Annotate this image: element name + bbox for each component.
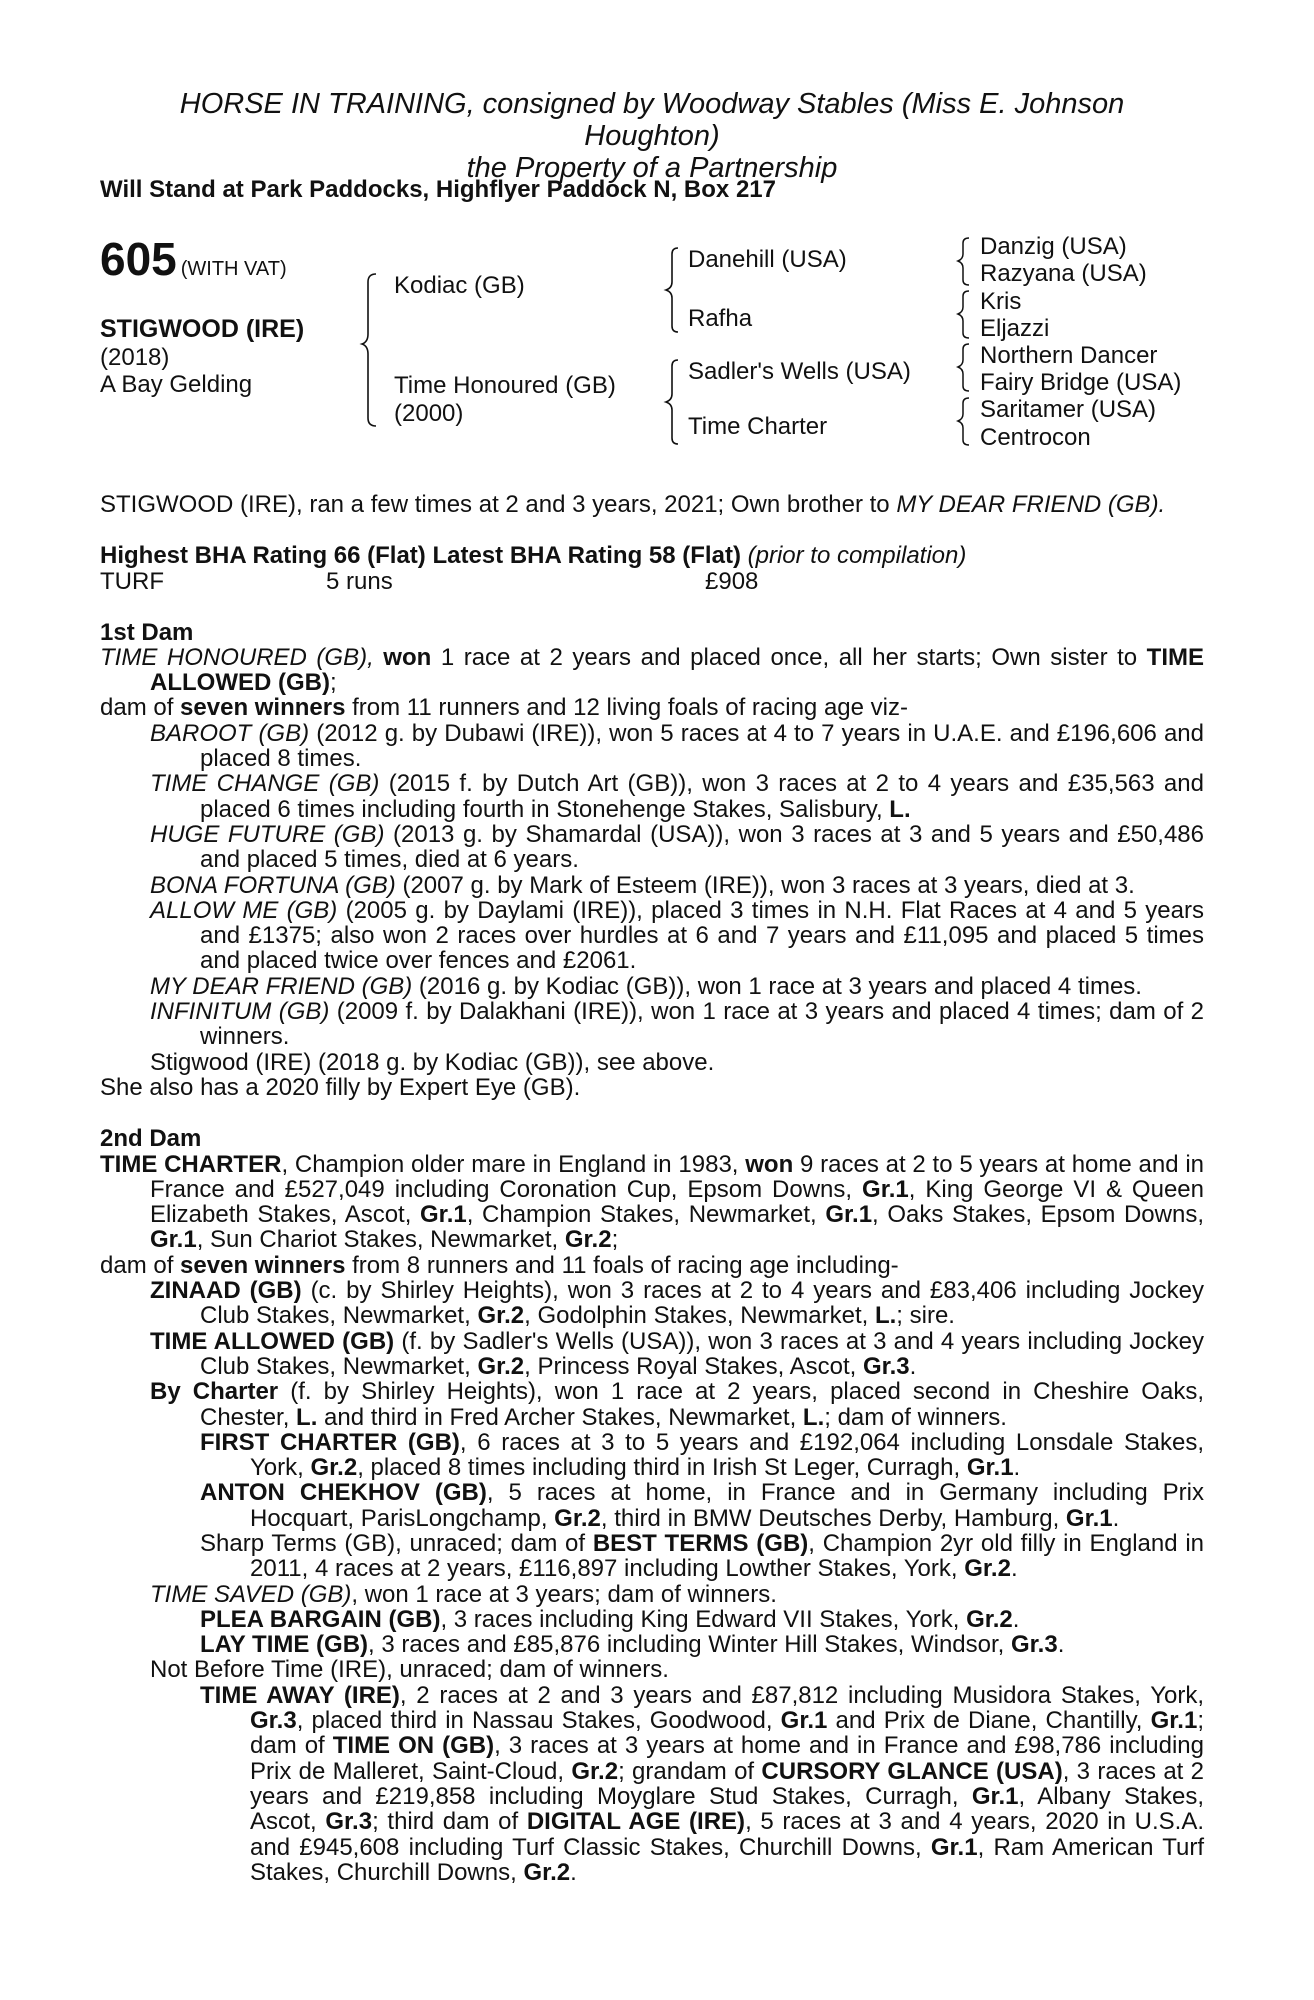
dam: Time Honoured (GB) <box>394 372 616 399</box>
pedigree-bracket-dam <box>664 358 682 448</box>
produce-sharp-terms: Sharp Terms (GB), unraced; dam of BEST TERMS (GB), Champion 2yr old filly in England in 2011, 4 races at 2 years, £116,897 including Lowther Stakes, York, Gr.2. <box>200 1529 1204 1583</box>
header-line-3: the Property of a Partnership <box>466 152 838 184</box>
dam-dam-sire: Saritamer (USA) <box>980 396 1157 423</box>
pedigree-bracket-main <box>360 270 380 430</box>
first-dam-also: She also has a 2020 filly by Expert Eye (GB). <box>100 1073 581 1101</box>
dam-sire-sire: Northern Dancer <box>980 342 1158 369</box>
produce-zinaad: ZINAAD (GB) (c. by Shirley Heights), won 3 races at 2 to 4 years and £83,406 including Jockey Club Stakes, Newmarket, Gr.2, Godolphin Stakes, Newmarket, L.; sire. <box>150 1277 1205 1330</box>
produce-allow-me: ALLOW ME (GB) (2005 g. by Daylami (IRE)), placed 3 times in N.H. Flat Races at 4 and 5 years and £1375; also won 2 races over hurdles at 6 and 7 years and £11,095 and placed 5 times and placed twice over fences and £2061. <box>150 896 1204 975</box>
sire-dam-dam: Eljazzi <box>980 315 1050 342</box>
sire: Kodiac (GB) <box>394 272 525 299</box>
second-dam-produce-summary: dam of seven winners from 8 runners and 11 foals of racing age including- <box>100 1251 899 1279</box>
produce-stigwood: Stigwood (IRE) (2018 g. by Kodiac (GB)), see above. <box>150 1048 715 1076</box>
consignor-header <box>100 88 1204 184</box>
horse-description: A Bay Gelding <box>100 371 253 398</box>
produce-bona-fortuna: BONA FORTUNA (GB) (2007 g. by Mark of Esteem (IRE)), won 3 races at 3 years, died at 3. <box>150 871 1135 899</box>
produce-time-saved: TIME SAVED (GB), won 1 race at 3 years; dam of winners. <box>150 1580 777 1608</box>
dam-year: (2000) <box>394 400 464 427</box>
first-dam-heading: 1st Dam <box>100 618 194 646</box>
ratings-line: Highest BHA Rating 66 (Flat) Latest BHA Rating 58 (Flat) (prior to compilation) <box>100 542 967 570</box>
produce-baroot: BAROOT (GB) (2012 g. by Dubawi (IRE)), won 5 races at 4 to 7 years in U.A.E. and £196,606 and placed 8 times. <box>150 719 1205 773</box>
produce-time-away: TIME AWAY (IRE), 2 races at 2 and 3 years and £87,812 including Musidora Stakes, York, Gr.3, placed third in Nassau Stakes, Goodwood, Gr.1 and Prix de Diane, Chantilly, Gr.1; dam of TIME ON (GB), 3 races at 3 years at home and in France and £98,786 including Prix de Malleret, Saint-Cloud, Gr.2; grandam of CURSORY GLANCE (USA), 3 races at 2 years and £219,858 including Moyglare Stud Stakes, Curragh, Gr.1, Albany Stakes, Ascot, Gr.3; third dam of DIGITAL AGE (IRE), 5 races at 3 and 4 years, 2020 in U.S.A. and £945,608 including Turf Classic Stakes, Churchill Downs, Gr.1, Ram American Turf Stakes, Churchill Downs, Gr.2. <box>200 1681 1205 1886</box>
vat-note: (WITH VAT) <box>180 258 287 280</box>
produce-time-allowed: TIME ALLOWED (GB) (f. by Sadler's Wells (USA)), won 3 races at 3 and 4 years including Jockey Club Stakes, Newmarket, Gr.2, Princess Royal Stakes, Ascot, Gr.3. <box>150 1327 1205 1380</box>
lot-number-value: 605 <box>100 233 177 285</box>
pedigree-brackets-third-generation <box>956 236 972 456</box>
sire-dam-sire: Kris <box>980 288 1022 315</box>
sire-sire: Danehill (USA) <box>688 246 847 273</box>
produce-infinitum: INFINITUM (GB) (2009 f. by Dalakhani (IRE)), won 1 race at 3 years and placed 4 times; dam of 2 winners. <box>150 998 1204 1051</box>
produce-lay-time: LAY TIME (GB), 3 races and £85,876 including Winter Hill Stakes, Windsor, Gr.3. <box>200 1631 1065 1659</box>
dam-sire: Sadler's Wells (USA) <box>688 358 911 385</box>
horse-year: (2018) <box>100 344 170 371</box>
dam-dam: Time Charter <box>688 413 828 440</box>
turf-label: TURF <box>100 567 164 595</box>
catalogue-body <box>100 492 1204 1885</box>
first-dam-paragraph: TIME HONOURED (GB), won 1 race at 2 years and placed once, all her starts; Own sister to TIME ALLOWED (GB); <box>100 643 1204 697</box>
turf-record <box>100 569 1204 594</box>
produce-huge-future: HUGE FUTURE (GB) (2013 g. by Shamardal (USA)), won 3 races at 3 and 5 years and £50,486 and placed 5 times, died at 6 years. <box>150 820 1204 874</box>
pedigree-bracket-sire <box>664 246 682 336</box>
produce-my-dear-friend: MY DEAR FRIEND (GB) (2016 g. by Kodiac (GB)), won 1 race at 3 years and placed 4 times. <box>150 972 1142 1000</box>
dam-dam-dam: Centrocon <box>980 424 1091 451</box>
stand-location: Will Stand at Park Paddocks, Highflyer Paddock N, Box 217 <box>100 176 776 203</box>
second-dam-heading: 2nd Dam <box>100 1125 202 1153</box>
dam-sire-dam: Fairy Bridge (USA) <box>980 369 1182 396</box>
first-dam-produce-summary: dam of seven winners from 11 runners and 12 living foals of racing age viz- <box>100 694 908 722</box>
produce-by-charter: By Charter (f. by Shirley Heights), won 1 race at 2 years, placed second in Cheshire Oaks, Chester, L. and third in Fred Archer Stakes, Newmarket, L.; dam of winners. <box>150 1378 1204 1431</box>
sire-sire-sire: Danzig (USA) <box>980 233 1127 260</box>
produce-not-before-time: Not Before Time (IRE), unraced; dam of winners. <box>150 1656 669 1684</box>
produce-time-change: TIME CHANGE (GB) (2015 f. by Dutch Art (GB)), won 3 races at 2 to 4 years and £35,563 and placed 6 times including fourth in Stonehenge Stakes, Salisbury, L. <box>150 770 1204 823</box>
header-line-2: Houghton) <box>584 120 720 152</box>
produce-plea-bargain: PLEA BARGAIN (GB), 3 races including King Edward VII Stakes, York, Gr.2. <box>200 1605 1020 1633</box>
produce-first-charter: FIRST CHARTER (GB), 6 races at 3 to 5 years and £192,064 including Lonsdale Stakes, York, Gr.2, placed 8 times including third in Irish St Leger, Curragh, Gr.1. <box>200 1428 1205 1482</box>
intro-paragraph: STIGWOOD (IRE), ran a few times at 2 and 3 years, 2021; Own brother to MY DEAR FRIEND (GB). <box>100 491 1166 518</box>
header-line-1: HORSE IN TRAINING, consigned by Woodway Stables (Miss E. Johnson <box>179 88 1125 120</box>
sire-sire-dam: Razyana (USA) <box>980 260 1147 287</box>
produce-anton-chekhov: ANTON CHEKHOV (GB), 5 races at home, in France and in Germany including Prix Hocquart, ParisLongchamp, Gr.2, third in BMW Deutsches Derby, Hamburg, Gr.1. <box>200 1479 1204 1532</box>
second-dam-paragraph: TIME CHARTER, Champion older mare in England in 1983, won 9 races at 2 to 5 years at home and in France and £527,049 including Coronation Cup, Epsom Downs, Gr.1, King George VI & Queen Elizabeth Stakes, Ascot, Gr.1, Champion Stakes, Newmarket, Gr.1, Oaks Stakes, Epsom Downs, Gr.1, Sun Chariot Stakes, Newmarket, Gr.2; <box>100 1150 1204 1254</box>
sire-dam: Rafha <box>688 305 753 332</box>
horse-name: STIGWOOD (IRE) <box>100 315 305 343</box>
turf-runs: 5 runs <box>326 567 393 595</box>
turf-prize-money: £908 <box>705 567 759 595</box>
lot-number <box>100 234 287 294</box>
